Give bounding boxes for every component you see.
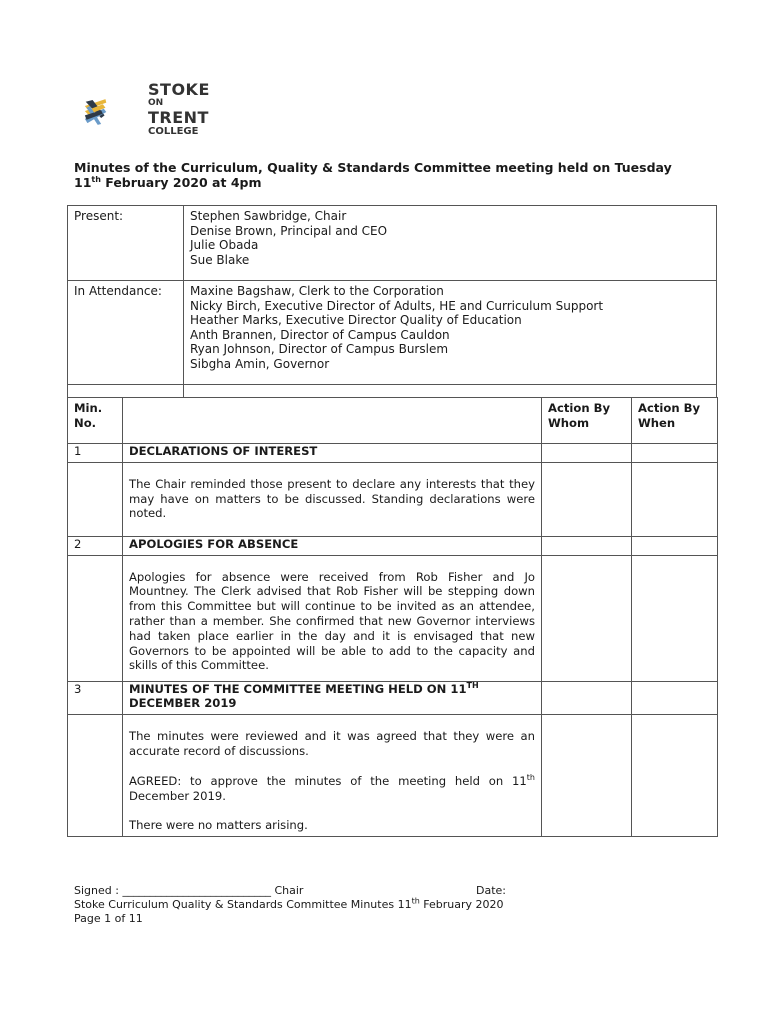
item-number: 3 xyxy=(68,681,123,715)
item-heading: DECLARATIONS OF INTEREST xyxy=(123,444,542,463)
item-number: 2 xyxy=(68,536,123,555)
page-footer xyxy=(74,884,504,926)
item-heading: MINUTES OF THE COMMITTEE MEETING HELD ON 11TH DECEMBER 2019 xyxy=(123,681,542,715)
min-no-header: Min. No. xyxy=(68,398,123,444)
item-heading: APOLOGIES FOR ABSENCE xyxy=(123,536,542,555)
signature-line: Signed : ___________________________ Chair xyxy=(74,884,304,897)
minutes-table xyxy=(67,397,718,837)
document-title: Minutes of the Curriculum, Quality & Standards Committee meeting held on Tuesday 11th February 2020 at 4pm xyxy=(74,160,672,190)
present-label: Present: xyxy=(68,206,184,281)
present-list: Stephen Sawbridge, Chair Denise Brown, Principal and CEO Julie Obada Sue Blake xyxy=(184,206,717,281)
page-number: Page 1 of 11 xyxy=(74,912,143,925)
action-by-when-header: Action By When xyxy=(632,398,718,444)
item-number: 1 xyxy=(68,444,123,463)
date-label: Date: xyxy=(476,884,506,897)
item-body: Apologies for absence were received from Rob Fisher and Jo Mountney. The Clerk advised that Rob Fisher will be stepping down from this Committee but will continue to be invited as an attendee, rather than a member. She confirmed that new Governor interviews had taken place earlier in the day and it is envisaged that new Governors to be appointed will be able to add to the capacity and skills of this Committee. xyxy=(123,555,542,681)
footer-document-name: Stoke Curriculum Quality & Standards Committee Minutes 11th February 2020 xyxy=(74,896,504,911)
attendance-list: Maxine Bagshaw, Clerk to the Corporation Nicky Birch, Executive Director of Adults, HE and Curriculum Support Heather Marks, Executive Director Quality of Education Anth Brannen, Director of Campus Cauldon Ryan Johnson, Director of Campus Burslem Sibgha Amin, Governor xyxy=(184,281,717,385)
item-body: The Chair reminded those present to declare any interests that they may have on matters to be discussed. Standing declarations were noted. xyxy=(123,462,542,536)
item-body: The minutes were reviewed and it was agreed that they were an accurate record of discussions. AGREED: to approve the minutes of the meeting held on 11th December 2019. There were no matters arising. xyxy=(123,715,542,837)
attendance-label: In Attendance: xyxy=(68,281,184,385)
attendance-table xyxy=(67,205,717,398)
college-logo-text: STOKE ON TRENT COLLEGE xyxy=(148,80,210,137)
action-by-whom-header: Action By Whom xyxy=(542,398,632,444)
college-logo-mark xyxy=(84,80,144,144)
